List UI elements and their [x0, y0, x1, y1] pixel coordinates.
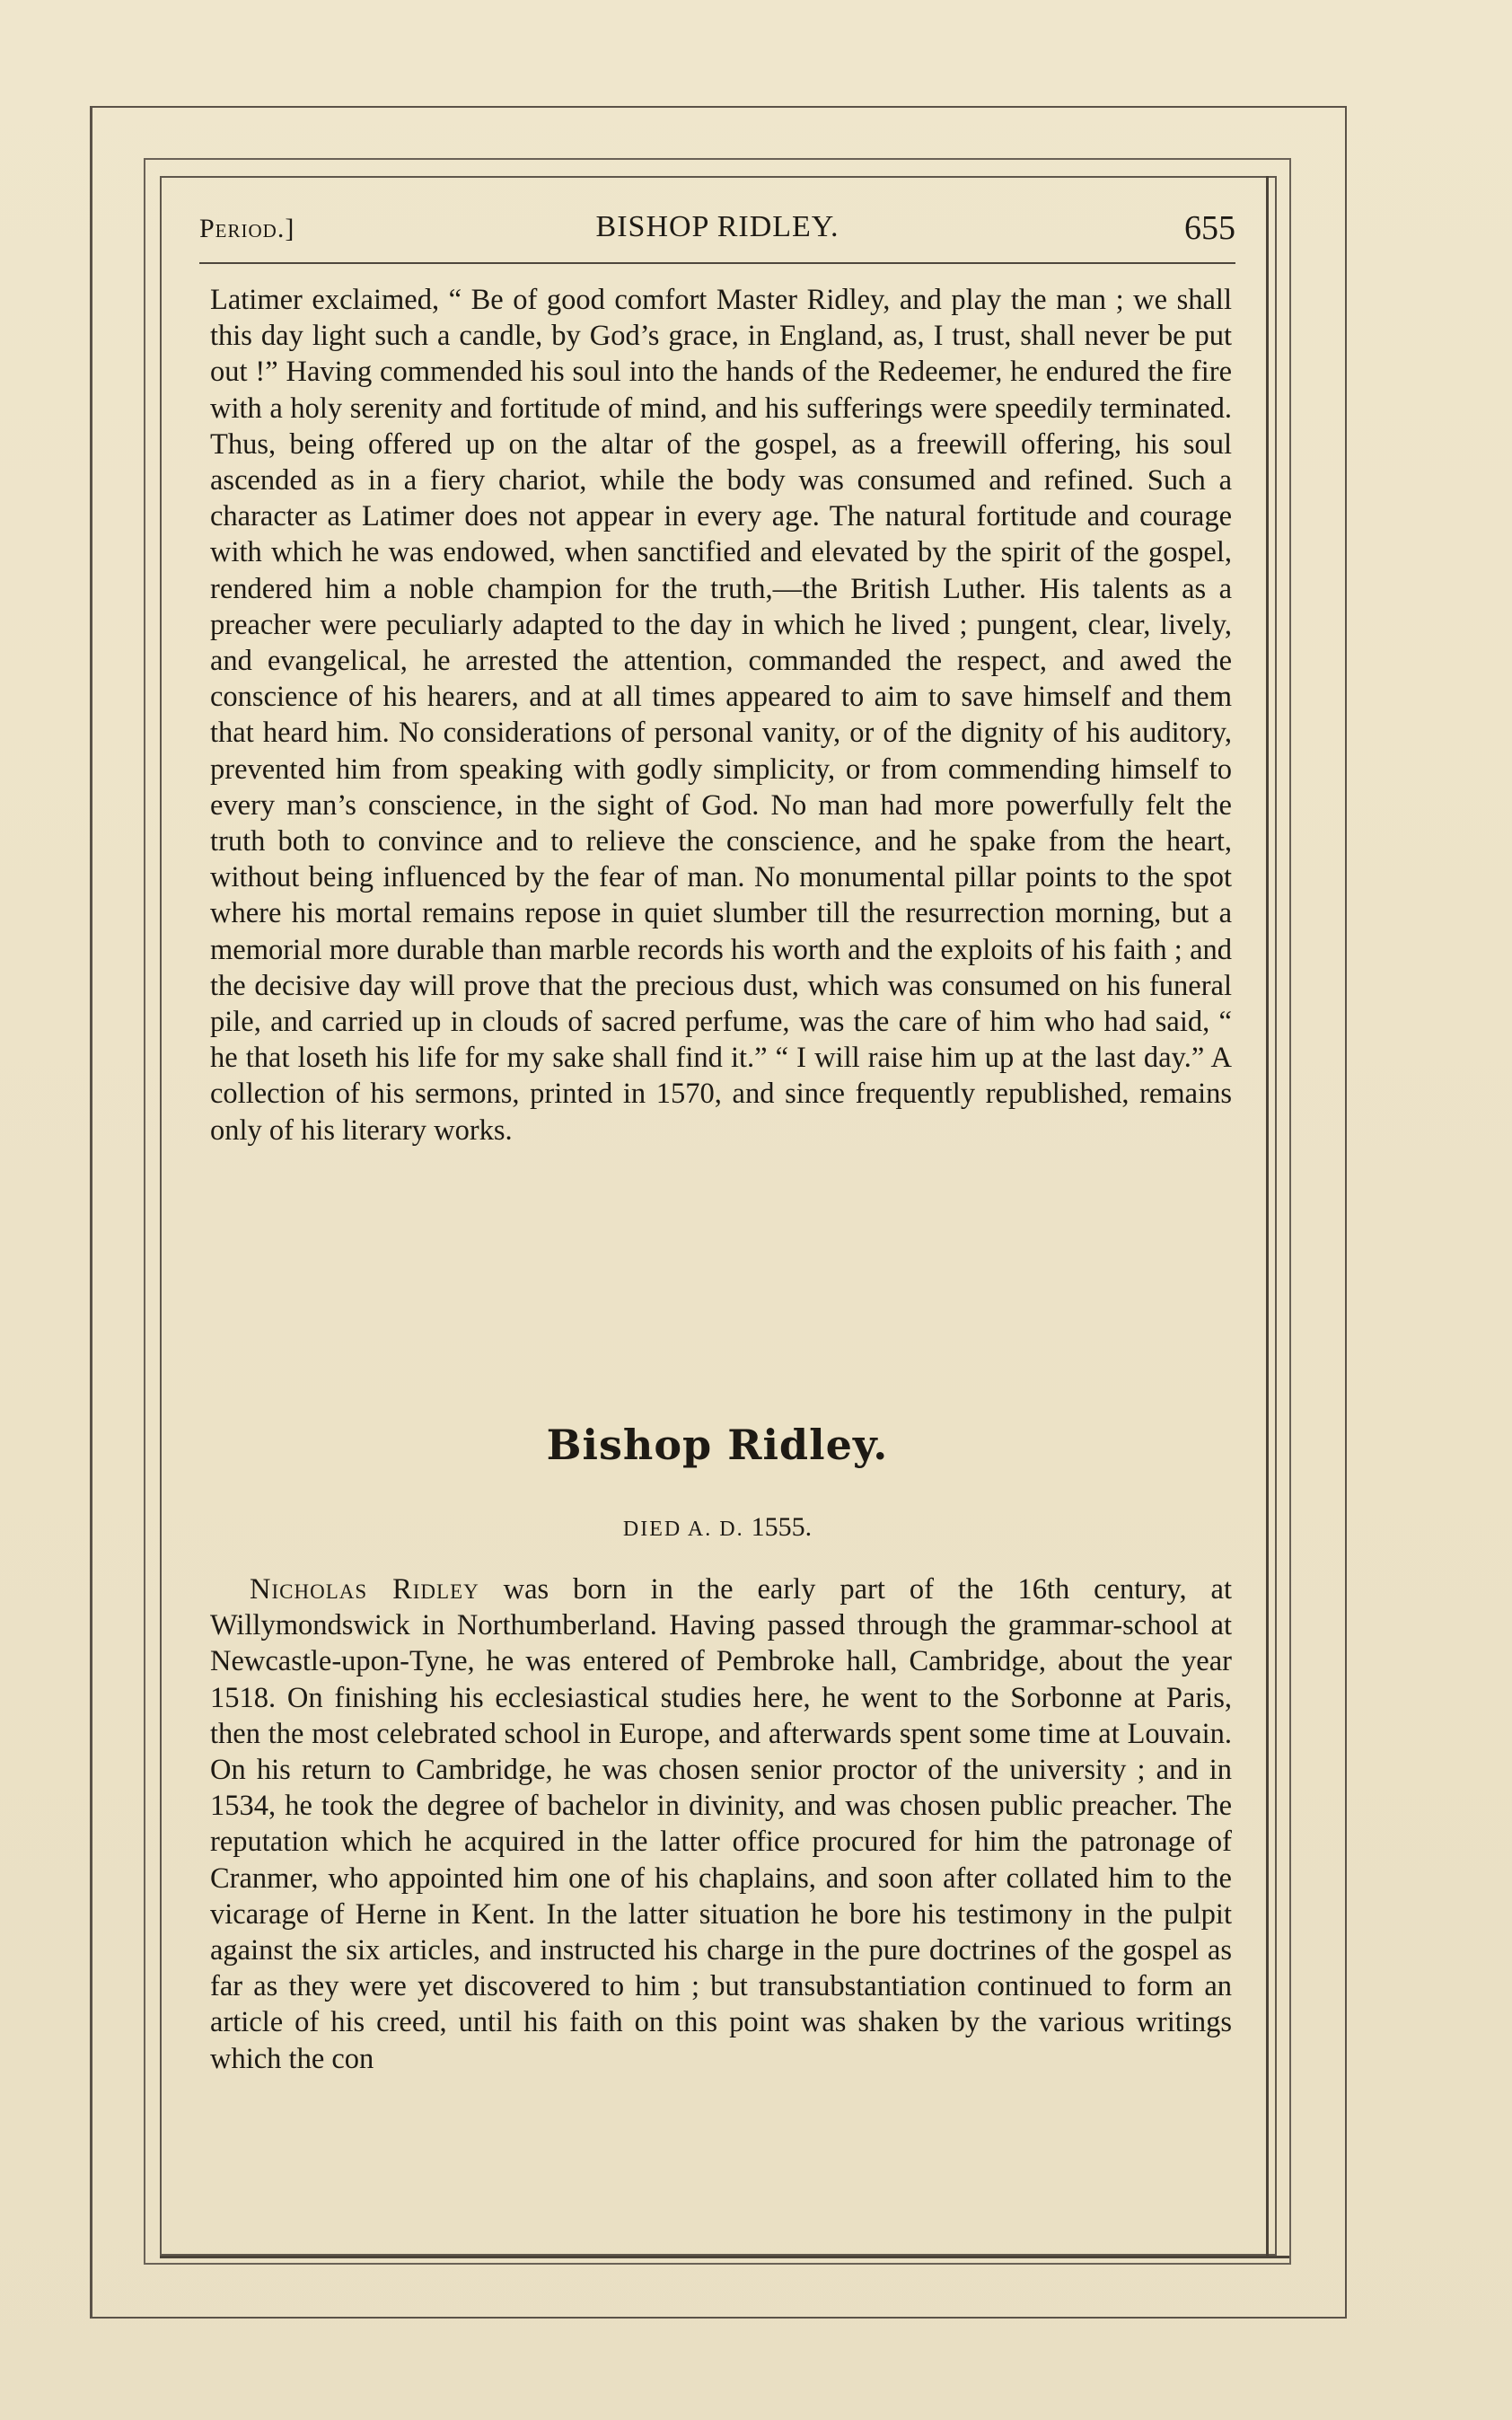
died-year: 1555.	[751, 1512, 813, 1542]
header-period: Period.]	[199, 214, 295, 243]
section-title: Bishop Ridley.	[546, 1421, 889, 1469]
body-text-latimer	[210, 282, 1232, 1148]
subject-name: Nicholas Ridley	[250, 1573, 479, 1606]
page-number: 655	[1184, 209, 1235, 247]
died-line	[199, 1512, 1235, 1543]
running-header	[199, 210, 1235, 255]
paragraph-latimer: Latimer exclaimed, “ Be of good comfort Master Ridley, and play the man ; we shall this day light such a candle, by God’s grace, in England, as, I trust, shall never be put out !” Having commended his soul into the hands of the Redeemer, he endured the fire with a holy serenity and fortitude of mind, and his sufferings were speedily terminated. Thus, being offered up on the altar of the gospel, as a freewill offering, his soul ascended as in a fiery chariot, while the body was consumed and refined. Such a character as Latimer does not appear in every age. The natural fortitude and courage with which he was endowed, when sanctified and elevated by the spirit of the gospel, rendered him a noble champion for the truth,—the British Luther. His talents as a preacher were peculiarly adapted to the day in which he lived ; pungent, clear, lively, and evangelical, he arrested the attention, commanded the respect, and awed the conscience of his hearers, and at all times appeared to aim to save himself and them that heard him. No considerations of personal vanity, or of the dignity of his auditory, prevented him from speaking with godly simplicity, or from commending himself to every man’s conscience, in the sight of God. No man had more powerfully felt the truth both to convince and to relieve the conscience, and he spake from the heart, without being influenced by the fear of man. No monumental pillar points to the spot where his mortal remains repose in quiet slumber till the resurrection morning, but a memorial more durable than marble records his worth and the exploits of his faith ; and the decisive day will prove that the precious dust, which was consumed on his funeral pile, and carried up in clouds of sacred perfume, was the care of him who had said, “ he that loseth his life for my sake shall find it.” “ I will raise him up at the last day.” A collection of his sermons, printed in 1570, and since frequently republished, remains only of his literary works.	[210, 284, 1232, 1147]
died-label: DIED A. D.	[622, 1518, 744, 1541]
header-rule	[199, 262, 1235, 264]
paragraph-ridley	[210, 1571, 1232, 2077]
inner-border-shadow-bottom	[160, 2256, 1289, 2258]
inner-border-shadow-right	[1266, 176, 1269, 2256]
header-title: BISHOP RIDLEY.	[595, 210, 840, 243]
paragraph-ridley-text: was born in the early part of the 16th century, at Willymondswick in Northumberland. Having passed through the grammar-school at Newcastle-upon-Tyne, he was entered of Pembroke hall, Cambridge, about the year 1518. On finishing his ecclesiastical studies here, he went to the Sorbonne at Paris, then the most celebrated school in Europe, and afterwards spent some time at Louvain. On his return to Cambridge, he was chosen senior proctor of the university ; and in 1534, he took the degree of bachelor in divinity, and was chosen public preacher. The reputation which he acquired in the latter office procured for him the patronage of Cranmer, who appointed him one of his chaplains, and soon after collated him to the vicarage of Herne in Kent. In the latter situation he bore his testimony in the pulpit against the six articles, and instructed his charge in the pure doctrines of the gospel as far as they were yet discovered to him ; but transubstantiation continued to form an article of his creed, until his faith on this point was shaken by the various writings which the con	[210, 1573, 1233, 2075]
body-text-ridley	[210, 1571, 1232, 2077]
